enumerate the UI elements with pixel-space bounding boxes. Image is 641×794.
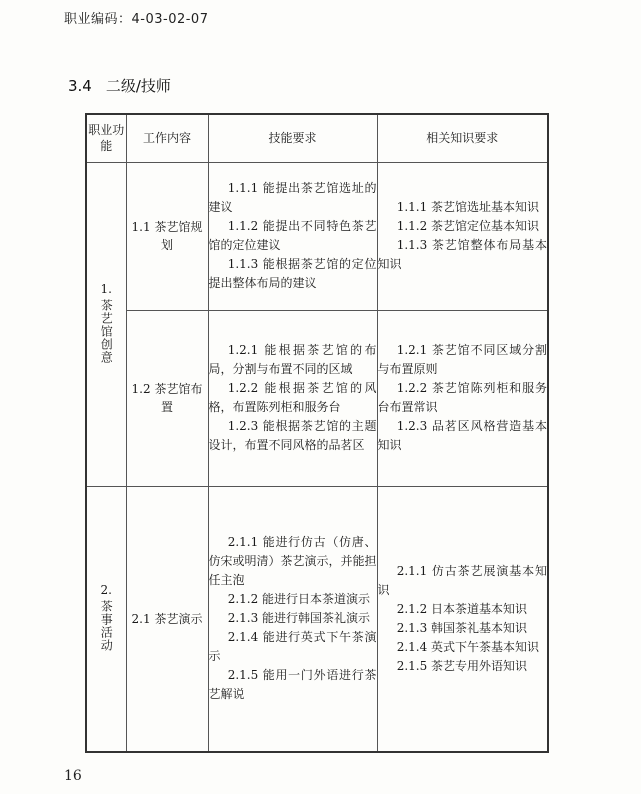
skill-item: 1.2.2 能根据茶艺馆的风格，布置陈列柜和服务台 bbox=[208, 381, 377, 414]
knowledge-item: 1.2.1 茶艺馆不同区域分割与布置原则 bbox=[377, 343, 547, 376]
function-name: 茶艺馆创意 bbox=[99, 298, 114, 364]
function-number: 1. bbox=[100, 281, 112, 296]
knowledge-item: 2.1.1 仿古茶艺展演基本知识 bbox=[377, 563, 547, 597]
skill-item: 1.1.2 能提出不同特色茶艺馆的定位建议 bbox=[208, 219, 377, 252]
skill-cell bbox=[208, 162, 377, 310]
header-work: 工作内容 bbox=[126, 114, 208, 162]
section-name: 二级/技师 bbox=[105, 77, 171, 95]
function-name: 茶事活动 bbox=[99, 599, 114, 652]
knowledge-item: 1.1.1 茶艺馆选址基本知识 bbox=[396, 200, 540, 214]
knowledge-cell bbox=[377, 162, 548, 310]
skill-requirements-table bbox=[85, 113, 549, 753]
work-content-cell: 2.1 茶艺演示 bbox=[126, 486, 208, 752]
work-content-cell: 1.1 茶艺馆规划 bbox=[126, 162, 208, 310]
skill-item: 1.2.3 能根据茶艺馆的主题设计，布置不同风格的品茗区 bbox=[208, 419, 377, 452]
skill-item: 2.1.2 能进行日本茶道演示 bbox=[227, 592, 371, 607]
skill-cell bbox=[208, 486, 377, 752]
table-row bbox=[86, 486, 548, 752]
skill-item: 2.1.1 能进行仿古（仿唐、仿宋或明清）茶艺演示，并能担任主泡 bbox=[208, 535, 377, 588]
function-number: 2. bbox=[100, 582, 112, 597]
knowledge-item: 2.1.5 茶艺专用外语知识 bbox=[396, 658, 528, 673]
header-function: 职业功能 bbox=[86, 114, 126, 162]
knowledge-item: 1.1.3 茶艺馆整体布局基本知识 bbox=[377, 238, 547, 271]
table-row bbox=[86, 310, 548, 486]
section-number: 3.4 bbox=[68, 77, 92, 95]
work-content-cell: 1.2 茶艺馆布置 bbox=[126, 310, 208, 486]
skill-item: 2.1.4 能进行英式下午茶演示 bbox=[208, 630, 377, 664]
header-knowledge: 相关知识要求 bbox=[377, 114, 548, 162]
section-title bbox=[68, 75, 171, 96]
skill-item: 1.2.1 能根据茶艺馆的布局，分割与布置不同的区域 bbox=[208, 343, 377, 376]
knowledge-item: 1.2.3 品茗区风格营造基本知识 bbox=[377, 419, 547, 452]
skill-item: 2.1.3 能进行韩国茶礼演示 bbox=[227, 611, 371, 626]
table-header-row bbox=[86, 114, 548, 162]
knowledge-item: 2.1.3 韩国茶礼基本知识 bbox=[396, 620, 528, 635]
skill-item: 1.1.1 能提出茶艺馆选址的建议 bbox=[208, 181, 377, 214]
function-cell bbox=[86, 486, 126, 752]
knowledge-item: 2.1.4 英式下午茶基本知识 bbox=[396, 639, 540, 654]
occupation-code: 职业编码：4-03-02-07 bbox=[64, 12, 209, 27]
table-row bbox=[86, 162, 548, 310]
knowledge-item: 2.1.2 日本茶道基本知识 bbox=[396, 601, 528, 616]
skill-item: 1.1.3 能根据茶艺馆的定位提出整体布局的建议 bbox=[208, 257, 377, 290]
function-cell bbox=[86, 162, 126, 486]
header-skill: 技能要求 bbox=[208, 114, 377, 162]
skill-cell bbox=[208, 310, 377, 486]
page-number: 16 bbox=[64, 768, 82, 784]
knowledge-cell bbox=[377, 310, 548, 486]
skill-item: 2.1.5 能用一门外语进行茶艺解说 bbox=[208, 668, 377, 702]
knowledge-item: 1.2.2 茶艺馆陈列柜和服务台布置常识 bbox=[377, 381, 547, 414]
knowledge-cell bbox=[377, 486, 548, 752]
knowledge-item: 1.1.2 茶艺馆定位基本知识 bbox=[396, 219, 540, 233]
